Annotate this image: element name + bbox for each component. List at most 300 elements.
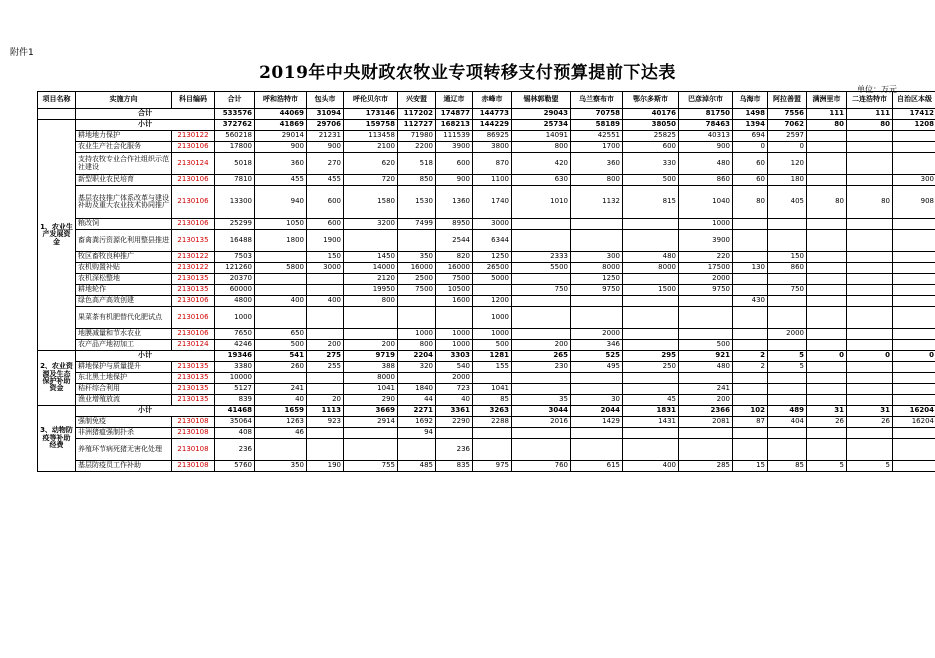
item-value: 815 — [623, 186, 679, 219]
item-value: 4800 — [215, 296, 255, 307]
table-body — [38, 109, 935, 472]
item-value — [893, 131, 935, 142]
item-value: 5 — [847, 461, 893, 472]
item-value — [571, 439, 623, 461]
item-value — [768, 395, 807, 406]
item-value: 26 — [847, 417, 893, 428]
item-value — [847, 439, 893, 461]
table-row — [38, 340, 935, 351]
item-value: 2016 — [512, 417, 571, 428]
item-value: 500 — [255, 340, 307, 351]
item-value — [733, 395, 768, 406]
item-name: 耕地保护与质量提升 — [76, 362, 172, 373]
item-value: 35 — [512, 395, 571, 406]
item-value: 120 — [768, 153, 807, 175]
item-value: 408 — [215, 428, 255, 439]
item-value — [307, 373, 344, 384]
subtotal-value: 41468 — [215, 406, 255, 417]
item-value — [436, 428, 473, 439]
column-header: 呼伦贝尔市 — [344, 92, 398, 109]
item-value — [679, 439, 733, 461]
item-value — [893, 384, 935, 395]
item-value — [768, 296, 807, 307]
item-value: 200 — [307, 340, 344, 351]
column-header: 呼和浩特市 — [255, 92, 307, 109]
item-value — [807, 131, 847, 142]
item-value: 236 — [215, 439, 255, 461]
item-value: 9750 — [679, 285, 733, 296]
item-value: 1800 — [255, 230, 307, 252]
item-value: 200 — [679, 395, 733, 406]
subject-code: 2130108 — [172, 439, 215, 461]
column-header: 二连浩特市 — [847, 92, 893, 109]
table-row — [38, 175, 935, 186]
item-name: 绿色高产高效创建 — [76, 296, 172, 307]
item-value — [398, 296, 436, 307]
item-value — [623, 340, 679, 351]
item-value: 1000 — [679, 219, 733, 230]
table-row — [38, 252, 935, 263]
item-value: 300 — [893, 175, 935, 186]
item-value: 755 — [344, 461, 398, 472]
column-header: 锡林郭勒盟 — [512, 92, 571, 109]
subject-code: 2130124 — [172, 153, 215, 175]
item-value — [398, 439, 436, 461]
item-value: 45 — [623, 395, 679, 406]
subtotal-value: 541 — [255, 351, 307, 362]
item-value: 40 — [255, 395, 307, 406]
item-value: 480 — [679, 362, 733, 373]
item-value — [512, 274, 571, 285]
item-value — [807, 274, 847, 285]
item-value — [623, 230, 679, 252]
item-value: 241 — [679, 384, 733, 395]
subtotal-value: 1208 — [893, 120, 935, 131]
subtotal-value: 3303 — [436, 351, 473, 362]
item-value — [307, 428, 344, 439]
subtotal-value: 0 — [847, 351, 893, 362]
item-value: 400 — [255, 296, 307, 307]
item-value: 346 — [571, 340, 623, 351]
item-value — [893, 329, 935, 340]
item-value — [847, 395, 893, 406]
item-value: 290 — [344, 395, 398, 406]
item-value — [847, 219, 893, 230]
item-value: 560218 — [215, 131, 255, 142]
item-value: 150 — [768, 252, 807, 263]
item-value — [847, 296, 893, 307]
header-row — [38, 92, 935, 109]
item-value: 111539 — [436, 131, 473, 142]
item-value — [768, 307, 807, 329]
item-value: 40313 — [679, 131, 733, 142]
item-value — [512, 230, 571, 252]
item-value: 1692 — [398, 417, 436, 428]
item-value — [807, 329, 847, 340]
item-value: 230 — [512, 362, 571, 373]
item-value — [893, 153, 935, 175]
item-value: 71980 — [398, 131, 436, 142]
item-name: 强制免疫 — [76, 417, 172, 428]
item-value — [768, 439, 807, 461]
item-value — [571, 384, 623, 395]
item-value: 1250 — [571, 274, 623, 285]
item-value — [807, 362, 847, 373]
item-value — [847, 285, 893, 296]
item-value — [733, 230, 768, 252]
subtotal-value: 1659 — [255, 406, 307, 417]
item-value — [807, 307, 847, 329]
item-value — [307, 439, 344, 461]
item-value: 1500 — [623, 285, 679, 296]
item-value — [344, 230, 398, 252]
item-value: 5000 — [473, 274, 512, 285]
subject-code: 2130135 — [172, 274, 215, 285]
item-value: 1010 — [512, 186, 571, 219]
item-value — [679, 329, 733, 340]
table-row — [38, 296, 935, 307]
item-value: 694 — [733, 131, 768, 142]
subtotal-value: 29706 — [307, 120, 344, 131]
item-value: 19950 — [344, 285, 398, 296]
item-value: 200 — [512, 340, 571, 351]
total-value: 44069 — [255, 109, 307, 120]
item-value — [307, 384, 344, 395]
total-value: 29043 — [512, 109, 571, 120]
item-value — [847, 340, 893, 351]
item-value — [623, 219, 679, 230]
column-header: 科目编码 — [172, 92, 215, 109]
total-value: 1498 — [733, 109, 768, 120]
total-value: 144773 — [473, 109, 512, 120]
item-value — [623, 373, 679, 384]
item-value: 2288 — [473, 417, 512, 428]
item-value: 1100 — [473, 175, 512, 186]
item-value: 1000 — [473, 307, 512, 329]
subtotal-value: 31 — [807, 406, 847, 417]
subtotal-value: 5 — [768, 351, 807, 362]
item-value: 3200 — [344, 219, 398, 230]
total-value: 533576 — [215, 109, 255, 120]
table-row — [38, 384, 935, 395]
item-value — [733, 219, 768, 230]
item-value: 1000 — [398, 329, 436, 340]
item-value: 236 — [436, 439, 473, 461]
item-value: 14000 — [344, 263, 398, 274]
item-value: 180 — [768, 175, 807, 186]
column-header: 巴彦淖尔市 — [679, 92, 733, 109]
total-value: 117202 — [398, 109, 436, 120]
column-header: 通辽市 — [436, 92, 473, 109]
item-value: 720 — [344, 175, 398, 186]
item-value — [255, 439, 307, 461]
item-value: 270 — [307, 153, 344, 175]
item-value: 2 — [733, 362, 768, 373]
column-header: 包头市 — [307, 92, 344, 109]
item-value: 60 — [733, 175, 768, 186]
subtotal-row — [38, 120, 935, 131]
category-cell: 3、动物防疫等补助经费 — [38, 406, 76, 472]
item-value: 5500 — [512, 263, 571, 274]
item-value: 330 — [623, 153, 679, 175]
item-value: 6344 — [473, 230, 512, 252]
item-value: 839 — [215, 395, 255, 406]
item-value: 2200 — [398, 142, 436, 153]
table-row — [38, 153, 935, 175]
item-value: 518 — [398, 153, 436, 175]
item-value — [807, 219, 847, 230]
item-value — [807, 428, 847, 439]
item-value: 2120 — [344, 274, 398, 285]
table-row — [38, 219, 935, 230]
item-value — [571, 428, 623, 439]
item-value: 2000 — [768, 329, 807, 340]
subject-code: 2130108 — [172, 417, 215, 428]
table-row — [38, 439, 935, 461]
budget-table — [37, 91, 935, 472]
subtotal-value: 80 — [807, 120, 847, 131]
item-value — [255, 373, 307, 384]
item-name: 渔业增殖放流 — [76, 395, 172, 406]
page-title: 2019年中央财政农牧业专项转移支付预算提前下达表 — [259, 63, 676, 83]
item-value: 2333 — [512, 252, 571, 263]
item-value: 16204 — [893, 417, 935, 428]
item-value: 10500 — [436, 285, 473, 296]
table-row — [38, 329, 935, 340]
item-value: 1041 — [473, 384, 512, 395]
item-value — [893, 230, 935, 252]
table-row — [38, 395, 935, 406]
item-value — [512, 384, 571, 395]
item-value: 1530 — [398, 186, 436, 219]
item-value: 800 — [398, 340, 436, 351]
total-value: 70758 — [571, 109, 623, 120]
total-value: 7556 — [768, 109, 807, 120]
item-value — [307, 307, 344, 329]
item-value — [733, 428, 768, 439]
item-value: 2914 — [344, 417, 398, 428]
item-value: 1580 — [344, 186, 398, 219]
total-blank — [38, 109, 76, 120]
subtotal-label: 小计 — [76, 406, 215, 417]
subtotal-value: 159758 — [344, 120, 398, 131]
item-value: 485 — [398, 461, 436, 472]
item-value — [807, 296, 847, 307]
item-name: 畜禽粪污资源化利用整县推进 — [76, 230, 172, 252]
subject-code: 2130106 — [172, 142, 215, 153]
item-value: 30 — [571, 395, 623, 406]
item-value — [807, 373, 847, 384]
item-name: 粮改饲 — [76, 219, 172, 230]
item-value: 723 — [436, 384, 473, 395]
item-value: 2000 — [436, 373, 473, 384]
subtotal-row — [38, 406, 935, 417]
item-value — [512, 439, 571, 461]
total-value: 31094 — [307, 109, 344, 120]
item-value — [512, 219, 571, 230]
item-value: 1050 — [255, 219, 307, 230]
item-name: 耕地轮作 — [76, 285, 172, 296]
subtotal-value: 3263 — [473, 406, 512, 417]
item-value — [679, 296, 733, 307]
column-header: 自治区本级 — [893, 92, 935, 109]
subtotal-value: 2204 — [398, 351, 436, 362]
item-value — [847, 428, 893, 439]
subtotal-value: 19346 — [215, 351, 255, 362]
subtotal-value: 265 — [512, 351, 571, 362]
item-value: 1200 — [473, 296, 512, 307]
item-value: 20 — [307, 395, 344, 406]
item-value — [847, 373, 893, 384]
item-value: 80 — [847, 186, 893, 219]
item-value — [768, 340, 807, 351]
item-value — [893, 461, 935, 472]
item-value: 86925 — [473, 131, 512, 142]
item-value: 8000 — [344, 373, 398, 384]
item-value — [733, 285, 768, 296]
item-value — [847, 252, 893, 263]
item-value: 10000 — [215, 373, 255, 384]
item-value — [623, 274, 679, 285]
item-value: 46 — [255, 428, 307, 439]
subtotal-value: 2044 — [571, 406, 623, 417]
item-value: 255 — [307, 362, 344, 373]
item-value: 250 — [623, 362, 679, 373]
item-value: 870 — [473, 153, 512, 175]
item-value: 80 — [733, 186, 768, 219]
item-value: 1700 — [571, 142, 623, 153]
subtotal-value: 144229 — [473, 120, 512, 131]
item-value — [893, 263, 935, 274]
subtotal-value: 3669 — [344, 406, 398, 417]
total-value: 173146 — [344, 109, 398, 120]
item-value: 388 — [344, 362, 398, 373]
item-name: 地膜减量和节水农业 — [76, 329, 172, 340]
subtotal-value: 25734 — [512, 120, 571, 131]
item-value: 13300 — [215, 186, 255, 219]
item-value: 17800 — [215, 142, 255, 153]
subject-code: 2130135 — [172, 384, 215, 395]
item-name: 果菜茶有机肥替代化肥试点 — [76, 307, 172, 329]
unit-label: 单位：万元 — [857, 85, 897, 94]
item-value: 0 — [733, 142, 768, 153]
item-value: 2290 — [436, 417, 473, 428]
item-value: 600 — [307, 219, 344, 230]
item-value: 3000 — [307, 263, 344, 274]
item-value: 26 — [807, 417, 847, 428]
column-header: 满洲里市 — [807, 92, 847, 109]
subtotal-value: 102 — [733, 406, 768, 417]
item-value: 1000 — [436, 340, 473, 351]
item-value: 800 — [512, 142, 571, 153]
item-value: 600 — [307, 186, 344, 219]
item-name: 农业生产社会化服务 — [76, 142, 172, 153]
table-row — [38, 131, 935, 142]
table-row — [38, 285, 935, 296]
item-value: 285 — [679, 461, 733, 472]
item-value: 40 — [436, 395, 473, 406]
item-value — [807, 175, 847, 186]
item-value: 900 — [436, 175, 473, 186]
item-value — [255, 307, 307, 329]
item-value — [847, 175, 893, 186]
item-value — [398, 373, 436, 384]
item-name: 农机购置补贴 — [76, 263, 172, 274]
item-value: 130 — [733, 263, 768, 274]
item-value: 200 — [344, 340, 398, 351]
item-value — [847, 274, 893, 285]
item-value: 5 — [807, 461, 847, 472]
subtotal-row — [38, 351, 935, 362]
item-value: 2000 — [679, 274, 733, 285]
item-value — [623, 296, 679, 307]
item-value: 430 — [733, 296, 768, 307]
item-value — [733, 274, 768, 285]
item-value — [436, 307, 473, 329]
item-value: 3900 — [436, 142, 473, 153]
item-value: 760 — [512, 461, 571, 472]
item-value — [623, 428, 679, 439]
subject-code: 2130135 — [172, 395, 215, 406]
item-value — [847, 362, 893, 373]
item-value — [623, 307, 679, 329]
item-value — [512, 296, 571, 307]
annex-label: 附件1 — [10, 48, 34, 58]
item-value: 650 — [255, 329, 307, 340]
item-value — [733, 307, 768, 329]
item-name: 农机深松整地 — [76, 274, 172, 285]
item-value — [733, 340, 768, 351]
item-value: 5800 — [255, 263, 307, 274]
item-value — [307, 285, 344, 296]
subtotal-value: 2 — [733, 351, 768, 362]
item-value: 80 — [807, 186, 847, 219]
item-value: 404 — [768, 417, 807, 428]
column-header: 赤峰市 — [473, 92, 512, 109]
item-value: 800 — [571, 175, 623, 186]
total-value: 81750 — [679, 109, 733, 120]
item-value: 121260 — [215, 263, 255, 274]
item-value: 1900 — [307, 230, 344, 252]
item-value: 1600 — [436, 296, 473, 307]
item-value: 8000 — [623, 263, 679, 274]
item-value — [893, 219, 935, 230]
item-value — [398, 307, 436, 329]
item-value: 5018 — [215, 153, 255, 175]
item-value: 1250 — [473, 252, 512, 263]
item-value — [807, 142, 847, 153]
column-header: 阿拉善盟 — [768, 92, 807, 109]
item-value — [473, 439, 512, 461]
item-value — [473, 428, 512, 439]
item-value: 87 — [733, 417, 768, 428]
item-value — [768, 428, 807, 439]
item-value: 400 — [307, 296, 344, 307]
subtotal-value: 7062 — [768, 120, 807, 131]
table-row — [38, 263, 935, 274]
item-value — [807, 285, 847, 296]
item-value — [623, 329, 679, 340]
item-value: 420 — [512, 153, 571, 175]
item-value — [847, 384, 893, 395]
item-value — [807, 439, 847, 461]
item-value — [768, 384, 807, 395]
subject-code: 2130122 — [172, 131, 215, 142]
item-value: 16000 — [398, 263, 436, 274]
item-value — [893, 274, 935, 285]
item-value — [571, 219, 623, 230]
subtotal-value: 9719 — [344, 351, 398, 362]
